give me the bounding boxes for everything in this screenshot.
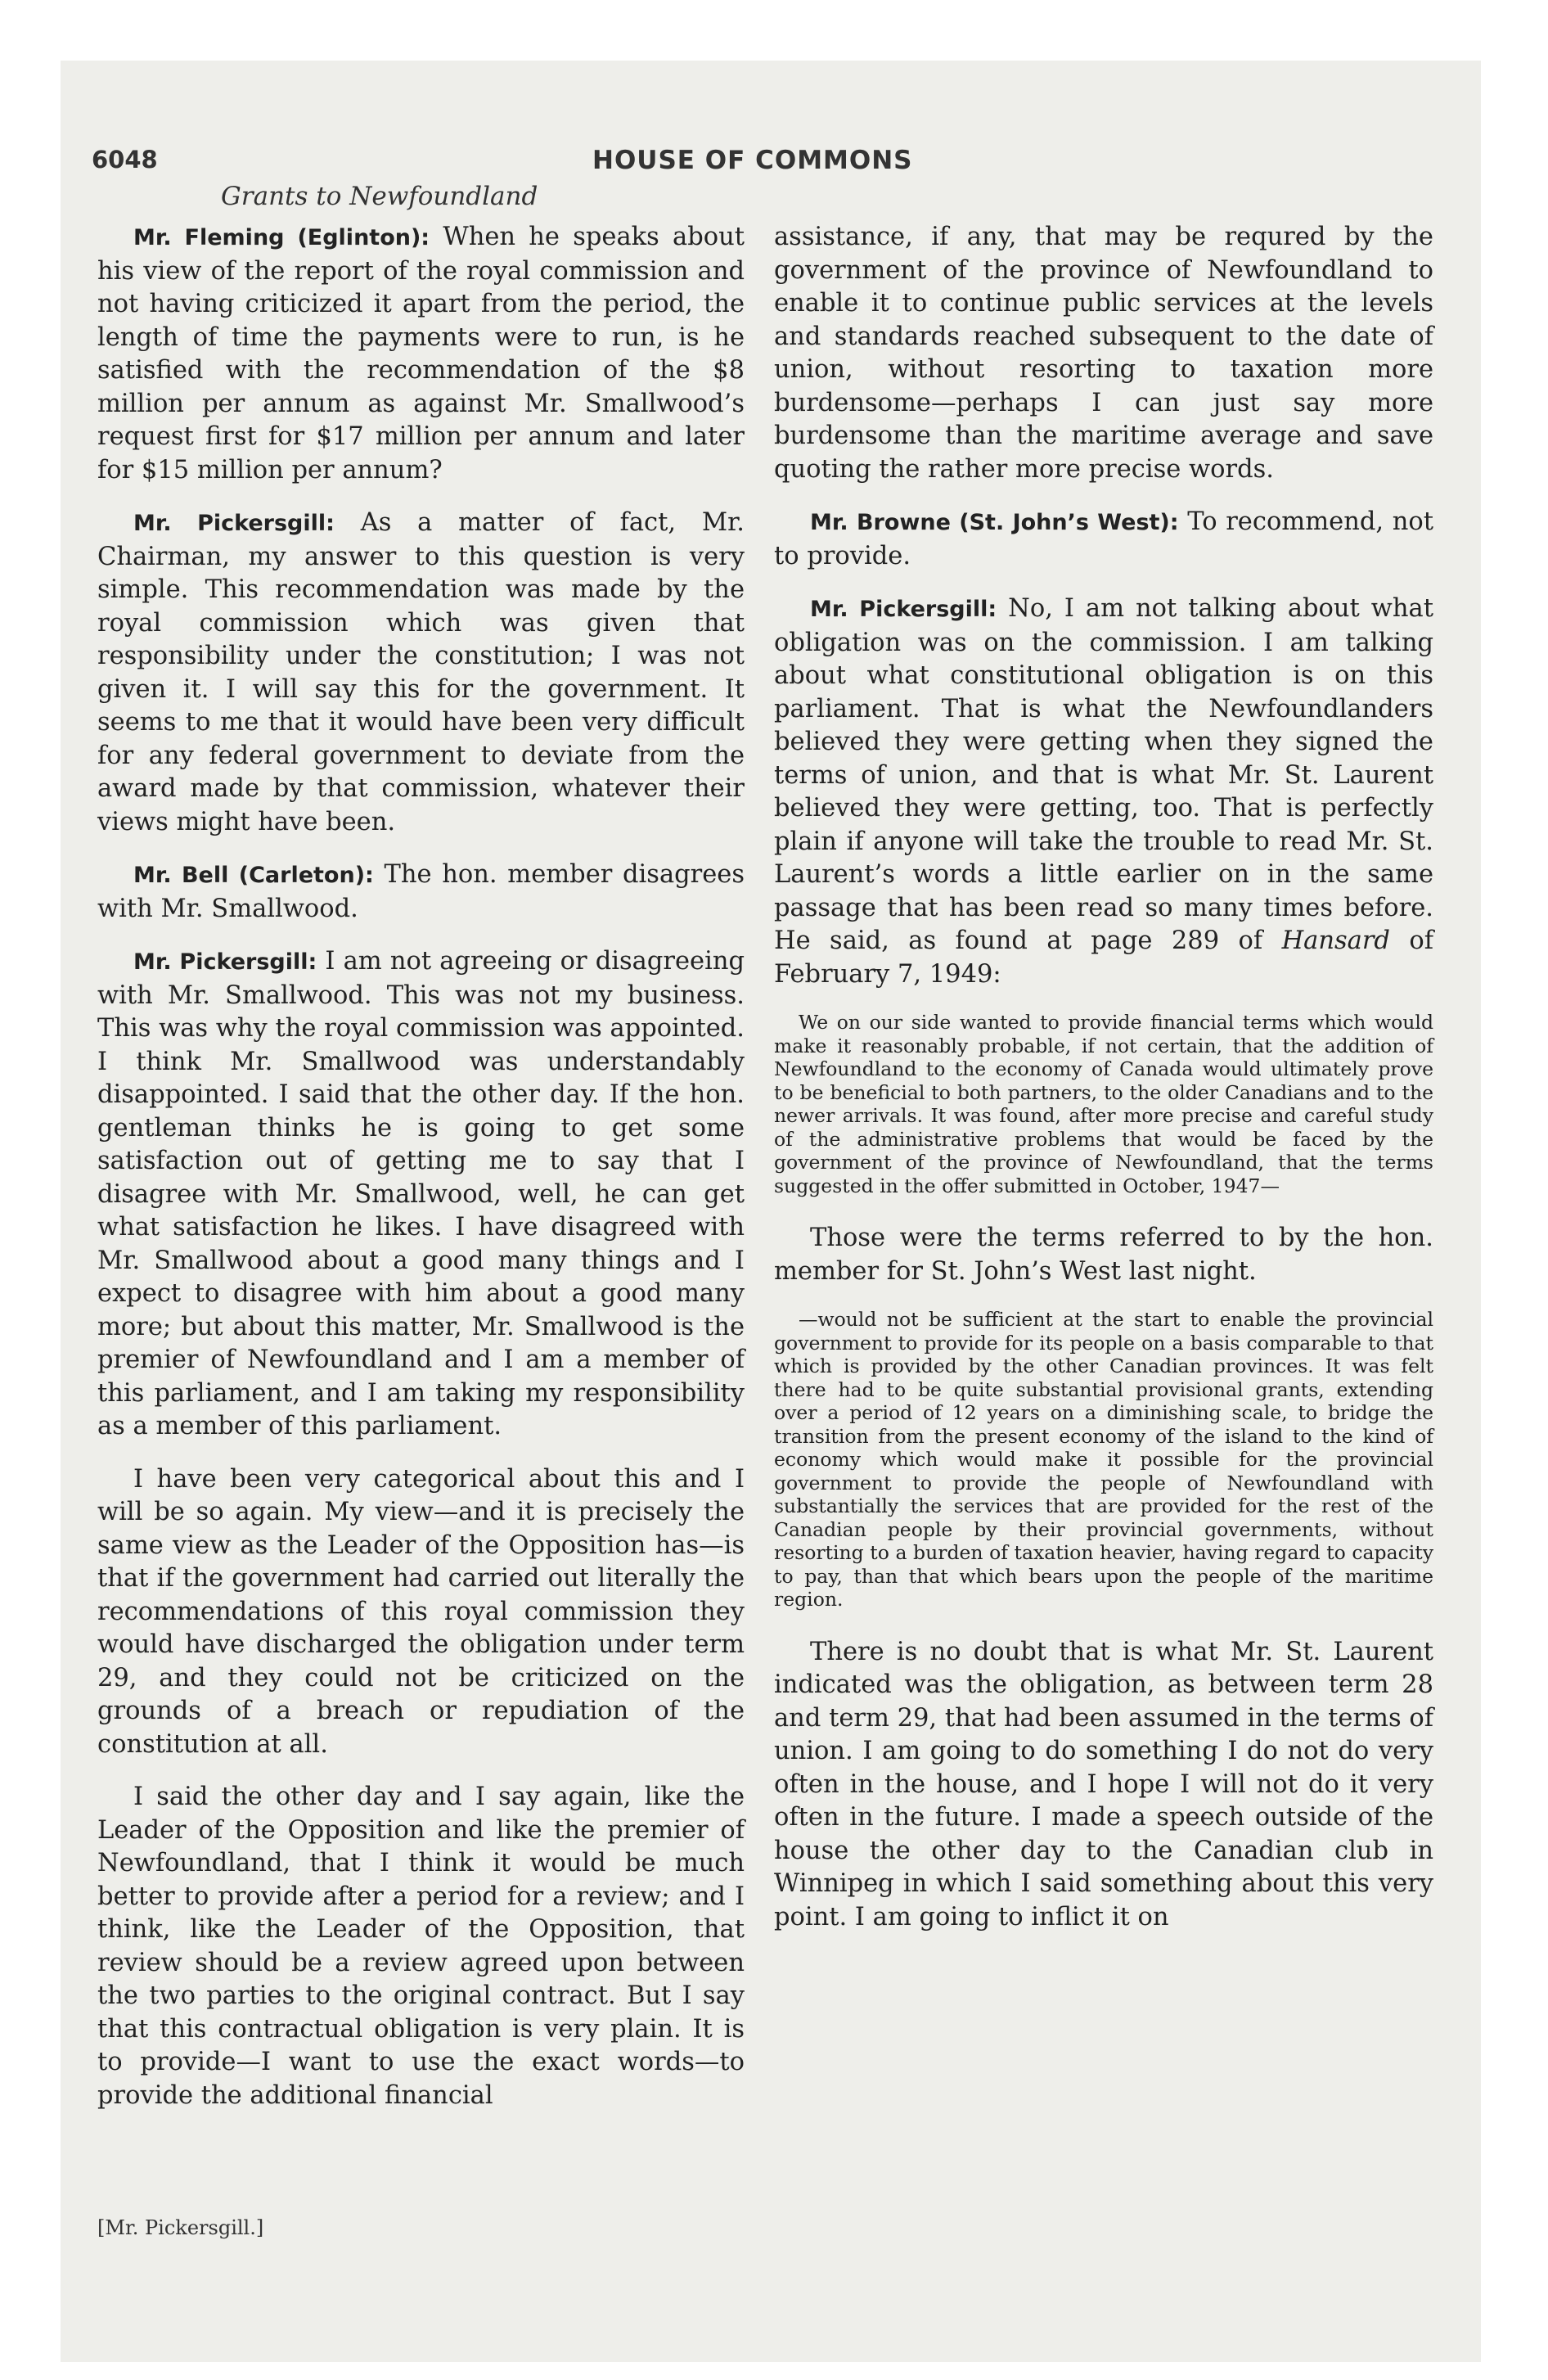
speech-text: of February 7, 1949: <box>774 926 1433 989</box>
left-column <box>97 221 745 2132</box>
speaker-name: Mr. Fleming (Eglinton): <box>133 225 430 250</box>
page-number: 6048 <box>92 146 158 174</box>
paragraph-browne <box>774 506 1433 573</box>
block-quote-1: We on our side wanted to provide financial terms which would make it reasonably probable, if not certain, that the addition of Newfoundland to the economy of Canada would ultimately prove to be beneficial to both partners, to the older Canadians and to the newer arrivals. It was found, after more precise and careful study of the administrative problems that would be faced by the government of the province of Newfoundland, that the terms suggested in the offer submitted in October, 1947— <box>774 1011 1433 1197</box>
speech-text: I have been very categorical about this and I will be so again. My view—and it is precisely the same view as the Leader of the Opposition has—is that if the government had carried out literally the recommendations of this royal commission they would have discharged the obligation under term 29, and they could not be criticized on the grounds of a breach or repudiation of the constitution at all. <box>97 1464 745 1759</box>
running-head: HOUSE OF COMMONS <box>592 146 913 175</box>
speaker-name: Mr. Pickersgill: <box>133 949 317 975</box>
paragraph-after-quote: Those were the terms referred to by the hon. member for St. John’s West last night. <box>774 1224 1433 1286</box>
paragraph-bell <box>97 859 745 926</box>
section-title: Grants to Newfoundland <box>221 182 538 211</box>
block-quote-2: —would not be sufficient at the start to enable the provincial government to provide for its people on a basis comparable to that which is provided by the other Canadian provinces. It was felt there had to be quite substantial provisional grants, extending over a period of 12 years on a diminishing scale, to bridge the transition from the present economy of the island to the kind of economy which would make it possible for the provincial government to provide the people of Newfoundland with substantially the services that are provided for the rest of the Canadian people by their provincial governments, without resorting to a burden of taxation heavier, having regard to capacity to pay, than that which bears upon the people of the maritime region. <box>774 1308 1433 1611</box>
speech-text: I said the other day and I say again, like the Leader of the Opposition and like the premier of Newfoundland, that I think it would be much better to provide after a period for a review; and I think, like the Leader of the Opposition, that review should be a review agreed upon between the two parties to the original contract. But I say that this contractual obligation is very plain. It is to provide—I want to use the exact words—to provide the additional financial <box>97 1783 745 2110</box>
right-column <box>774 221 1433 1954</box>
paragraph-pickersgill-1 <box>97 507 745 839</box>
speaker-name: Mr. Bell (Carleton): <box>133 863 374 888</box>
page-header <box>92 146 943 187</box>
speech-text: As a matter of fact, Mr. Chairman, my answer to this question is very simple. This recommendation was made by the royal commission which was given that responsibility under the constitution; I was not given it. I will say this for the government. It seems to me that it would have been very difficult for any federal government to deviate from the award made by that commission, whatever their views might have been. <box>97 508 745 836</box>
hansard-citation: Hansard <box>1281 926 1390 955</box>
speaker-name: Mr. Pickersgill: <box>133 511 335 536</box>
footer-speaker-tag: [Mr. Pickersgill.] <box>97 2216 264 2239</box>
paragraph-review <box>97 1781 745 2112</box>
paragraph-continuation: assistance, if any, that may be requred by the government of the province of Newfoundland to enable it to continue public services at the levels and standards reached subsequent to the date of union, without resorting to taxation more burdensome—perhaps I can just say more burdensome than the maritime average and save quoting the rather more precise words. <box>774 223 1433 484</box>
paragraph-categorical <box>97 1463 745 1762</box>
speech-text: The hon. member disagrees with Mr. Smallwood. <box>97 860 745 923</box>
paragraph-fleming <box>97 221 745 487</box>
speech-text: I am not agreeing or disagreeing with Mr. Smallwood. This was not my business. This was why the royal commission was appointed. I think Mr. Smallwood was understandably disappointed. I said that the other day. If the hon. gentleman thinks he is going to get some satisfaction out of getting me to say that I disagree with Mr. Smallwood, well, he can get what satisfaction he likes. I have disagreed with Mr. Smallwood about a good many things and I expect to disagree with him about a good many more; but about this matter, Mr. Smallwood is the premier of Newfoundland and I am a member of this parliament, and I am taking my responsibility as a member of this parliament. <box>97 947 745 1440</box>
paragraph-pickersgill-3 <box>774 593 1433 991</box>
paragraph-pickersgill-2 <box>97 945 745 1444</box>
speaker-name: Mr. Pickersgill: <box>810 597 997 622</box>
speech-text: When he speaks about his view of the report of the royal commission and not having criticized it apart from the period, the length of time the payments were to run, is he satisfied with the recommendation of the $8 million per annum as against Mr. Smallwood’s request first for $17 million per annum and later for $15 million per annum? <box>97 223 745 485</box>
paragraph-closing: There is no doubt that is what Mr. St. Laurent indicated was the obligation, as between term 28 and term 29, that had been assumed in the terms of union. I am going to do something I do not do very often in the house, and I hope I will not do it very often in the future. I made a speech outside of the house the other day to the Canadian club in Winnipeg in which I said something about this very point. I am going to inflict it on <box>774 1637 1433 1931</box>
speech-text: No, I am not talking about what obligation was on the commission. I am talking about what constitutional obligation is on this parliament. That is what the Newfoundlanders believed they were getting when they signed the terms of union, and that is what Mr. St. Laurent believed they were getting, too. That is perfectly plain if anyone will take the trouble to read Mr. St. Laurent’s words a little earlier on in the same passage that has been read so many times before. He said, as found at page 289 of <box>774 594 1433 955</box>
speech-text: To recommend, not to provide. <box>774 507 1433 570</box>
speaker-name: Mr. Browne (St. John’s West): <box>810 510 1179 535</box>
